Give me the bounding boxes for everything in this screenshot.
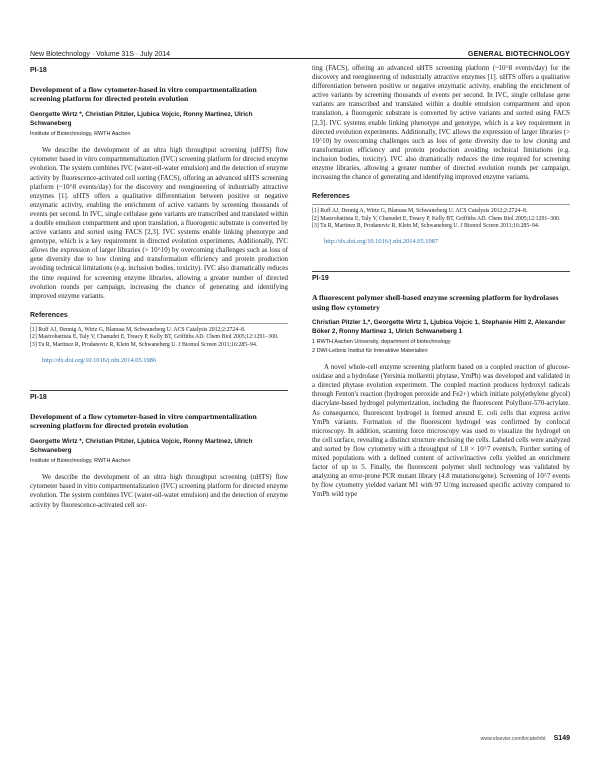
abstract-id: PI-18 [30, 67, 47, 74]
reference-item: [3] Tu R, Martinez R, Prodanovic R, Klein M, Schwaneberg U. J Biomol Screen 2011;16:285–94. [312, 223, 540, 230]
reference-item: [2] Mastrobattista E, Taly V, Chanudet E, Treacy P, Kelly BT, Griffiths AD. Chem Biol 2005;12:1291–300. [312, 215, 561, 222]
journal-info: New Biotechnology · Volume 31S · July 2014 [30, 51, 171, 58]
affiliation: Institute of Biotechnology, RWTH Aachen [30, 457, 131, 464]
abstract-body: We describe the development of an ultra high throughput screening (uHTS) flow cytometer based in vitro compartmentalization (IVC) screening platform for directed enzyme evolution. The system combines IVC (water-oil-water emulsion) and the detection of enzyme activity by fluorescence-activated cell sor- [30, 474, 288, 509]
abstract-body: We describe the development of an ultra high throughput screening (uHTS) flow cytometer based in vitro compartmentalization (IVC) screening platform for directed enzyme evolution. The system combines IVC (water-oil-water emulsion) and the detection of enzyme activity by fluorescence-activated cell sorting (FACS), offering an advanced uHTS screening platform (~10^8 events/day) for the discovery and reengineering of industrially attractive enzymes [1]. uHTS offers a qualitative differentiation between positive or negative enzymatic activity, enabling the enrichment of active variants by screening thousands of events per second. In IVC, single cellulase gene variants are transcribed and translated within a double emulsion compartment and upon translation, a fluorogenic substrate is converted by active variants and sorted using FACS [2,3]. IVC systems enable linking phenotype and genotype, which is a key requirement in directed evolution experiments. Additionally, IVC allows the expression of larger libraries (> 10^10) by overcoming challenges such as loss of gene diversity due to low cloning and transformation efficiency and protein production avoiding technical limitations (e.g. inclusion bodies, toxicity). IVC also dramatically reduces the time required for screening enzyme libraries, allowing a greater number of directed evolution rounds per campaign, increasing the chance of generating and identifying improved enzyme variants. [30, 147, 288, 300]
abstract-id: PI-18 [30, 394, 47, 402]
author-list: Christian Pitzler 1,*, Georgette Wirtz 1, Ljubica Vojcic 1, Stephanie Hiltl 2, Alexander Böker 2, Ronny Martinez 1, Ulrich Schwaneberg 1 [312, 319, 566, 336]
section-name: GENERAL BIOTECHNOLOGY [467, 51, 570, 58]
page-header [30, 44, 570, 58]
doi-link[interactable]: http://dx.doi.org/10.1016/j.nbt.2014.05.1986 [42, 357, 157, 365]
journal-url[interactable]: www.elsevier.com/locate/nbt [480, 735, 546, 742]
references-rule [312, 204, 570, 205]
page-number: S149 [553, 735, 570, 742]
abstract-title: A fluorescent polymer shell-based enzyme screening platform for hydrolases using flow cytometry [312, 293, 559, 312]
references-heading: References [312, 193, 350, 201]
reference-item: [1] Ruff AJ, Dennig A, Wirtz G, Blanusa M, Schwaneberg U. ACS Catalysis 2012;2:2724–8. [30, 326, 246, 333]
reference-item: [2] Mastrobattista E, Taly V, Chanudet E, Treacy P, Kelly BT, Griffiths AD. Chem Biol 2005;12:1291–300. [30, 334, 279, 341]
abstract-body: A novel whole-cell enzyme screening platform based on a coupled reaction of glucose-oxidase and a hydrolase (Yersinia mollaretii phytase, YmPh) was developed and validated in a directed phytase evolution experiment. The coupled reaction produces hydroxyl radicals through Fenton's reaction (hydrogen peroxide and Fe2+) which initiate poly(ethylene glycol) diacrylate-based hydrogel polymerization, including the fluorescent Polyfluor-570-acrylate. As consequence, fluorescent hydrogel is formed around E. coli cells that express active YmPh variants. Formation of the fluorescent hydrogel was confirmed by confocal microscopy. In addition, scanning force microscopy was used to visualize the hydrogel on the cell surface, revealing a distinct structure enclosing the cells. Labeled cells were analyzed and sorted by flow cytometry with a throughput of 1.8 × 10^7 events/h. Further sorting of mixed populations with a defined content of active/inactive cells yielded an enrichment factor of up to 5. Finally, the fluorescent polymer shell technology was validated by analyzing an error-prone PCR mutant library (4.8 mutations/gene). Screening of 10^7 events by flow cytometry yielded variant M1 with 97 U/mg increased specific activity compared to YmPh wild type [312, 364, 570, 499]
references-heading: References [30, 311, 68, 319]
section-divider [30, 390, 288, 391]
affiliation: 1 RWTH Aachen University, department of biotechnology [312, 339, 451, 346]
reference-item: [3] Tu R, Martinez R, Prodanovic R, Klein M, Schwaneberg U. J Biomol Screen 2011;16:285–94. [30, 341, 258, 348]
references-rule [30, 323, 288, 324]
affiliation: 2 DWI-Leibniz Institut für Interaktive Materialien [312, 347, 428, 354]
reference-item: [1] Ruff AJ, Dennig A, Wirtz G, Blanusa M, Schwaneberg U. ACS Catalysis 2012;2:2724–8. [312, 208, 528, 215]
author-list: Georgette Wirtz *, Christian Pitzler, Ljubica Vojcic, Ronny Martinez, Ulrich Schwaneberg [30, 110, 253, 127]
abstract-title: Development of a flow cytometer-based in vitro compartmentalization screening platform for directed protein evolution [30, 412, 257, 431]
abstract-id: PI-19 [312, 275, 329, 283]
abstract-body-continued: ting (FACS), offering an advanced uHTS screening platform (~10^8 events/day) for the discovery and reengineering of industrially attractive enzymes [1]. uHTS offers a qualitative differentiation between positive or negative enzymatic activity, enabling the enrichment of active variants by screening thousands of events per second. In IVC, single cellulase gene variants are transcribed and translated within a double emulsion compartment and upon translation, a fluorogenic substrate is converted by active variants and sorted using FACS [2,3]. IVC systems enable linking phenotype and genotype, which is a key requirement in directed evolution experiments. Additionally, IVC allows the expression of larger libraries (> 10^10) by overcoming challenges such as loss of gene diversity due to low cloning and transformation efficiency and protein production avoiding technical limitations (e.g. inclusion bodies, toxicity). IVC also dramatically reduces the time required for screening enzyme libraries, allowing a greater number of directed evolution rounds per campaign, increasing the chance of generating and identifying improved enzyme variants. [312, 65, 570, 182]
doi-link[interactable]: http://dx.doi.org/10.1016/j.nbt.2014.05.1987 [324, 238, 439, 246]
abstract-title: Development of a flow cytometer-based in vitro compartmentalization screening platform for directed protein evolution [30, 85, 257, 104]
page-footer [30, 735, 570, 742]
left-column [30, 64, 288, 510]
right-column [312, 64, 570, 499]
section-divider [312, 271, 570, 272]
author-list: Georgette Wirtz *, Christian Pitzler, Ljubica Vojcic, Ronny Martinez, Ulrich Schwaneberg [30, 437, 253, 454]
header-rule [30, 58, 570, 59]
affiliation: Institute of Biotechnology, RWTH Aachen [30, 130, 131, 137]
